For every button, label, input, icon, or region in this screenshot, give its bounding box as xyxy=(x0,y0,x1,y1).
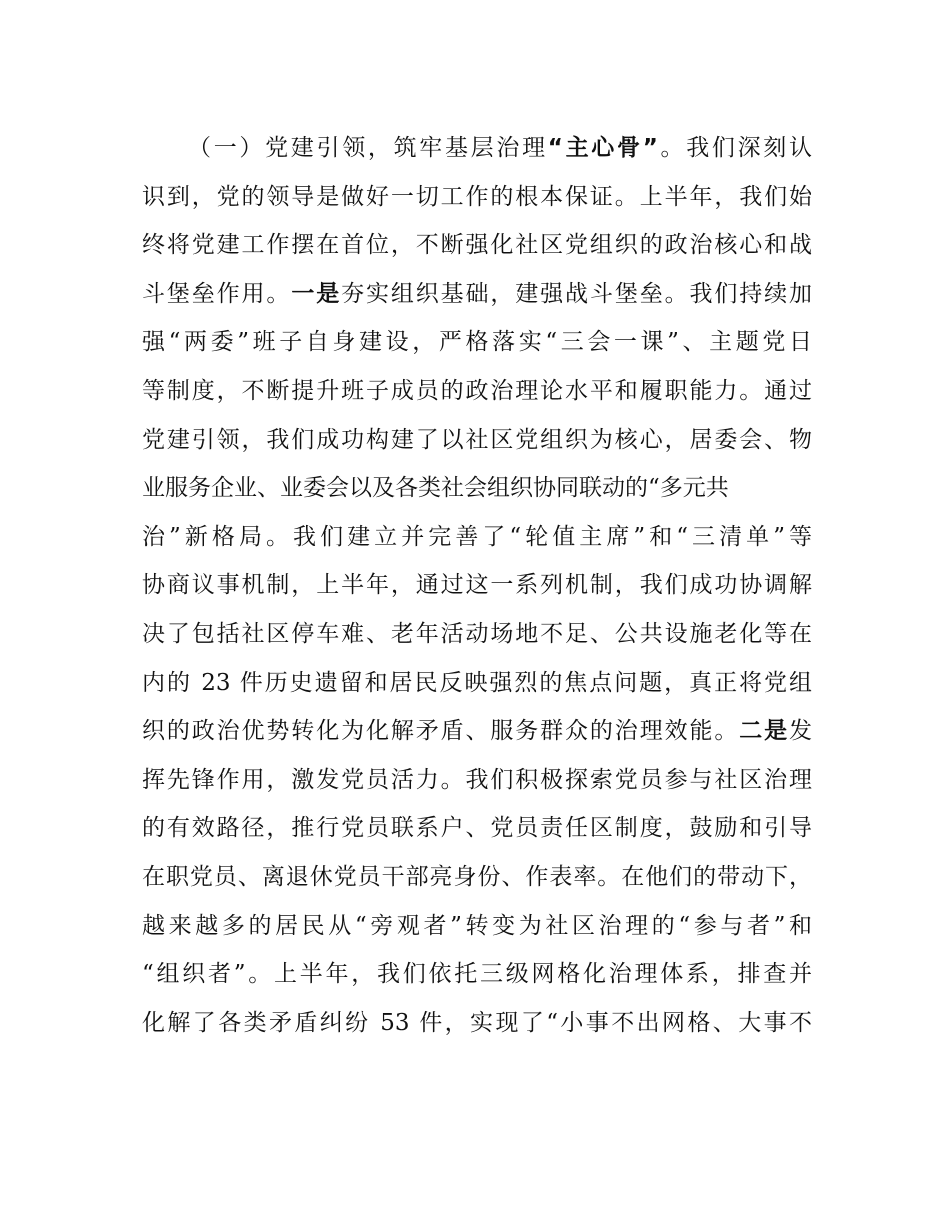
bold-phrase: 一是 xyxy=(291,280,342,307)
text-segment: 等制度，不断提升班子成员的政治理论水平和履职能力。通过 xyxy=(142,377,812,404)
bold-phrase: 二是 xyxy=(739,718,790,745)
text-segment: “组织者”。上半年，我们依托三级网格化治理体系，排查并 xyxy=(142,961,812,988)
text-segment: 挥先锋作用，激发党员活力。我们积极探索党员参与社区治理 xyxy=(142,766,812,793)
text-segment: 越来越多的居民从“旁观者”转变为社区治理的“参与者”和 xyxy=(142,912,812,939)
text-segment: 发 xyxy=(789,718,813,745)
text-segment: （一）党建引领，筑牢基层治理 xyxy=(188,135,548,161)
text-segment: 内的 23 件历史遗留和居民反映强烈的焦点问题，真正将党组 xyxy=(142,669,812,696)
text-segment: 治”新格局。我们建立并完善了“轮值主席”和“三清单”等 xyxy=(142,523,812,550)
text-line xyxy=(142,367,812,416)
text-line xyxy=(142,756,812,805)
text-line xyxy=(142,173,812,222)
text-segment: 协商议事机制，上半年，通过这一系列机制，我们成功协调解 xyxy=(142,572,812,599)
text-line xyxy=(142,318,812,367)
text-segment: 的有效路径，推行党员联系户、党员责任区制度，鼓励和引导 xyxy=(142,815,812,842)
text-line xyxy=(142,950,812,999)
text-segment: 终将党建工作摆在首位，不断强化社区党组织的政治核心和战 xyxy=(142,232,812,259)
text-segment: 决了包括社区停车难、老年活动场地不足、公共设施老化等在 xyxy=(142,620,812,647)
text-segment: 斗堡垒作用。 xyxy=(142,280,292,307)
text-line xyxy=(142,513,812,562)
bold-phrase: “主心骨” xyxy=(547,135,658,161)
body-paragraph xyxy=(142,124,812,1047)
text-line xyxy=(142,999,812,1048)
text-line xyxy=(142,659,812,708)
text-line xyxy=(142,610,812,659)
text-line xyxy=(142,416,812,465)
text-segment: 夯实组织基础，建强战斗堡垒。我们持续加 xyxy=(341,280,813,307)
text-segment: 党建引领，我们成功构建了以社区党组织为核心，居委会、物 xyxy=(142,426,812,453)
text-line xyxy=(142,464,812,513)
text-line xyxy=(142,902,812,951)
text-line xyxy=(142,124,812,173)
text-segment: 。我们深刻认 xyxy=(657,135,813,161)
text-segment: 识到，党的领导是做好一切工作的根本保证。上半年，我们始 xyxy=(142,183,812,210)
text-line xyxy=(142,561,812,610)
text-segment: 织的政治优势转化为化解矛盾、服务群众的治理效能。 xyxy=(142,718,740,745)
text-line xyxy=(142,270,812,319)
text-segment: 化解了各类矛盾纠纷 53 件，实现了“小事不出网格、大事不 xyxy=(142,1009,812,1036)
text-line xyxy=(142,221,812,270)
text-segment: 业服务企业、业委会以及各类社会组织协同联动的“多元共 xyxy=(142,475,729,502)
text-line xyxy=(142,804,812,853)
text-line xyxy=(142,853,812,902)
text-segment: 在职党员、离退休党员干部亮身份、作表率。在他们的带动下， xyxy=(142,863,812,890)
text-segment: 强“两委”班子自身建设，严格落实“三会一课”、主题党日 xyxy=(142,329,812,356)
text-line xyxy=(142,707,812,756)
